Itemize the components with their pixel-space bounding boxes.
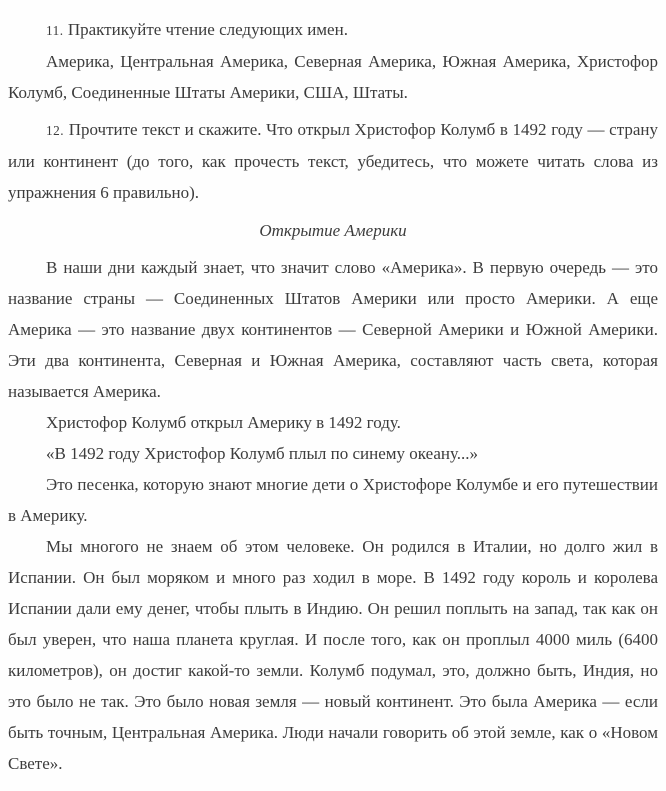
exercise-12-instruction: Прочтите текст и скажите. Что открыл Христофор Колумб в 1492 году — страну или континент (до того, как прочесть текст, убедитесь, что можете читать слова из упражнения 6 правильно). bbox=[8, 120, 658, 202]
story-paragraph-1: В наши дни каждый знает, что значит слово «Америка». В первую очередь — это название страны — Соединенных Штатов Америки или просто Америки. А еще Америка — это название двух континентов — Северной Америки и Южной Америки. Эти два континента, Северная и Южная Америка, составляют часть света, которая называется Америка. bbox=[8, 258, 658, 401]
story-paragraph-3: «В 1492 году Христофор Колумб плыл по синему океану...» bbox=[46, 444, 479, 463]
exercise-11-body: Америка, Центральная Америка, Северная Америка, Южная Америка, Христофор Колумб, Соединенные Штаты Америки, США, Штаты. bbox=[8, 52, 658, 102]
exercise-11-heading bbox=[8, 14, 658, 46]
story-paragraph-2: Христофор Колумб открыл Америку в 1492 году. bbox=[46, 413, 401, 432]
exercise-11-number: 11. bbox=[46, 23, 64, 38]
exercise-11-instruction: Практикуйте чтение следующих имен. bbox=[67, 20, 348, 39]
story-title: Открытие Америки bbox=[259, 221, 407, 240]
story-paragraph-4: Это песенка, которую знают многие дети о Христофоре Колумбе и его путешествии в Америку. bbox=[8, 475, 658, 525]
story-paragraph-5: Мы многого не знаем об этом человеке. Он родился в Италии, но долго жил в Испании. Он был моряком и много раз ходил в море. В 1492 году король и королева Испании дали ему денег, чтобы плыть в Индию. Он решил поплыть на запад, так как он был уверен, что наша планета круглая. И после того, как он проплыл 4000 миль (6400 километров), он достиг какой-то земли. Колумб подумал, это, должно быть, Индия, но это было не так. Это было новая земля — новый континент. Это была Америка — если быть точным, Центральная Америка. Люди начали говорить об этой земле, как о «Новом Свете». bbox=[8, 537, 658, 773]
exercise-12-heading bbox=[8, 114, 658, 208]
exercise-12-number: 12. bbox=[46, 123, 65, 138]
